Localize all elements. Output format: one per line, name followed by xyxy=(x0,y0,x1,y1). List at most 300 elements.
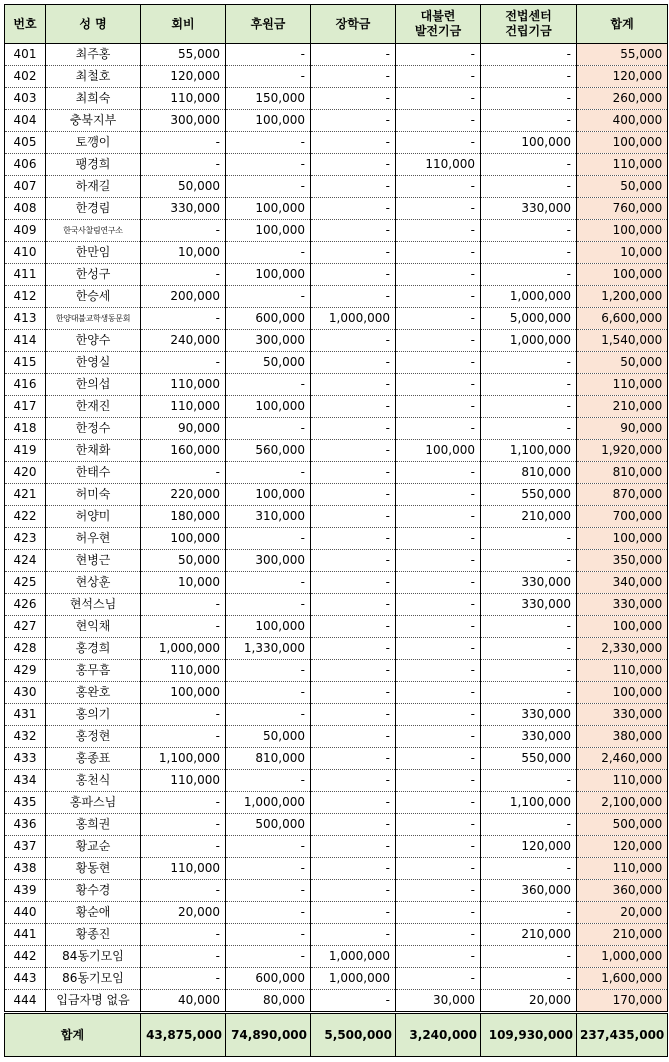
scholarship-cell: - xyxy=(311,704,396,726)
donor-name: 홍천식 xyxy=(46,770,141,792)
development-fund-cell: - xyxy=(396,550,481,572)
total-cell: 1,920,000 xyxy=(577,440,668,462)
development-fund-cell: - xyxy=(396,66,481,88)
table-row xyxy=(5,462,668,484)
donor-name: 팽경희 xyxy=(46,154,141,176)
center-fund-cell: - xyxy=(481,418,577,440)
sponsorship-cell: - xyxy=(226,660,311,682)
development-fund-cell: - xyxy=(396,858,481,880)
header-number: 번호 xyxy=(5,5,46,44)
center-fund-cell: - xyxy=(481,220,577,242)
center-fund-cell: - xyxy=(481,374,577,396)
scholarship-cell: - xyxy=(311,88,396,110)
total-cell: 120,000 xyxy=(577,836,668,858)
development-fund-cell: - xyxy=(396,88,481,110)
scholarship-cell: - xyxy=(311,198,396,220)
row-number: 402 xyxy=(5,66,46,88)
center-fund-cell: - xyxy=(481,264,577,286)
donation-table xyxy=(4,4,668,1057)
scholarship-cell: - xyxy=(311,924,396,946)
development-fund-cell: - xyxy=(396,924,481,946)
center-fund-cell: 1,100,000 xyxy=(481,792,577,814)
dues-cell: - xyxy=(141,616,226,638)
dues-cell: 330,000 xyxy=(141,198,226,220)
scholarship-cell: - xyxy=(311,572,396,594)
table-footer xyxy=(5,1013,668,1057)
total-cell: 110,000 xyxy=(577,660,668,682)
dues-cell: - xyxy=(141,594,226,616)
row-number: 433 xyxy=(5,748,46,770)
dues-cell: 180,000 xyxy=(141,506,226,528)
dues-cell: - xyxy=(141,154,226,176)
table-row xyxy=(5,44,668,66)
header-dues: 회비 xyxy=(141,5,226,44)
total-cell: 20,000 xyxy=(577,902,668,924)
donor-name: 충북지부 xyxy=(46,110,141,132)
donor-name: 홍완호 xyxy=(46,682,141,704)
center-fund-cell: 330,000 xyxy=(481,572,577,594)
header-scholarship: 장학금 xyxy=(311,5,396,44)
dues-cell: 160,000 xyxy=(141,440,226,462)
sponsorship-cell: - xyxy=(226,44,311,66)
dues-cell: - xyxy=(141,462,226,484)
development-fund-cell: - xyxy=(396,198,481,220)
development-fund-cell: 30,000 xyxy=(396,990,481,1013)
development-fund-cell: - xyxy=(396,264,481,286)
donor-name: 황교순 xyxy=(46,836,141,858)
row-number: 418 xyxy=(5,418,46,440)
center-fund-cell: 330,000 xyxy=(481,594,577,616)
sponsorship-cell: 150,000 xyxy=(226,88,311,110)
table-row xyxy=(5,374,668,396)
header-development-fund: 대불련 발전기금 xyxy=(396,5,481,44)
dues-cell: - xyxy=(141,836,226,858)
center-fund-cell: 120,000 xyxy=(481,836,577,858)
donor-name: 홍희권 xyxy=(46,814,141,836)
donor-name: 한양대불교학생동문회 xyxy=(46,308,141,330)
dues-cell: 100,000 xyxy=(141,528,226,550)
development-fund-cell: - xyxy=(396,110,481,132)
sponsorship-cell: 1,000,000 xyxy=(226,792,311,814)
scholarship-cell: - xyxy=(311,418,396,440)
table-row xyxy=(5,242,668,264)
donor-name: 한정수 xyxy=(46,418,141,440)
center-fund-cell: - xyxy=(481,682,577,704)
dues-cell: 50,000 xyxy=(141,550,226,572)
table-row xyxy=(5,660,668,682)
sponsorship-cell: 810,000 xyxy=(226,748,311,770)
row-number: 413 xyxy=(5,308,46,330)
row-number: 429 xyxy=(5,660,46,682)
total-cell: 1,000,000 xyxy=(577,946,668,968)
donor-name: 현익채 xyxy=(46,616,141,638)
donor-name: 황동현 xyxy=(46,858,141,880)
table-row xyxy=(5,198,668,220)
total-cell: 50,000 xyxy=(577,176,668,198)
sponsorship-cell: 310,000 xyxy=(226,506,311,528)
center-fund-cell: - xyxy=(481,242,577,264)
sponsorship-cell: 100,000 xyxy=(226,264,311,286)
center-fund-cell: 550,000 xyxy=(481,484,577,506)
table-row xyxy=(5,330,668,352)
total-cell: 400,000 xyxy=(577,110,668,132)
row-number: 407 xyxy=(5,176,46,198)
total-cell: 2,330,000 xyxy=(577,638,668,660)
donor-name: 최희숙 xyxy=(46,88,141,110)
center-fund-cell: 1,000,000 xyxy=(481,330,577,352)
sponsorship-cell: 600,000 xyxy=(226,968,311,990)
table-row xyxy=(5,924,668,946)
row-number: 411 xyxy=(5,264,46,286)
dues-cell: 220,000 xyxy=(141,484,226,506)
header-total: 합계 xyxy=(577,5,668,44)
development-fund-cell: - xyxy=(396,132,481,154)
table-row xyxy=(5,440,668,462)
sponsorship-cell: 100,000 xyxy=(226,616,311,638)
sponsorship-cell: - xyxy=(226,946,311,968)
row-number: 441 xyxy=(5,924,46,946)
dues-cell: - xyxy=(141,968,226,990)
total-cell: 210,000 xyxy=(577,396,668,418)
scholarship-cell: - xyxy=(311,748,396,770)
dues-cell: 1,000,000 xyxy=(141,638,226,660)
center-fund-cell: 20,000 xyxy=(481,990,577,1013)
row-number: 426 xyxy=(5,594,46,616)
table-row xyxy=(5,726,668,748)
donor-name: 한채화 xyxy=(46,440,141,462)
row-number: 434 xyxy=(5,770,46,792)
development-fund-cell: - xyxy=(396,484,481,506)
total-cell: 260,000 xyxy=(577,88,668,110)
header-name: 성 명 xyxy=(46,5,141,44)
scholarship-cell: - xyxy=(311,550,396,572)
donor-name: 한태수 xyxy=(46,462,141,484)
total-cell: 870,000 xyxy=(577,484,668,506)
total-cell: 330,000 xyxy=(577,594,668,616)
sponsorship-cell: - xyxy=(226,286,311,308)
table-row xyxy=(5,286,668,308)
row-number: 439 xyxy=(5,880,46,902)
donor-name: 홍종표 xyxy=(46,748,141,770)
donor-name: 84동기모임 xyxy=(46,946,141,968)
donor-name: 한양수 xyxy=(46,330,141,352)
development-fund-cell: - xyxy=(396,418,481,440)
sponsorship-cell: 560,000 xyxy=(226,440,311,462)
total-cell: 110,000 xyxy=(577,374,668,396)
row-number: 435 xyxy=(5,792,46,814)
development-fund-cell: 110,000 xyxy=(396,154,481,176)
table-row xyxy=(5,682,668,704)
scholarship-cell: - xyxy=(311,594,396,616)
row-number: 424 xyxy=(5,550,46,572)
center-fund-cell: - xyxy=(481,946,577,968)
development-fund-cell: - xyxy=(396,726,481,748)
row-number: 430 xyxy=(5,682,46,704)
donor-name: 한성구 xyxy=(46,264,141,286)
center-fund-cell: - xyxy=(481,550,577,572)
totals-row xyxy=(5,1013,668,1057)
dues-cell: 120,000 xyxy=(141,66,226,88)
donor-name: 황순애 xyxy=(46,902,141,924)
dues-cell: 40,000 xyxy=(141,990,226,1013)
donor-name: 홍무흠 xyxy=(46,660,141,682)
table-row xyxy=(5,968,668,990)
center-fund-cell: - xyxy=(481,770,577,792)
dues-cell: 110,000 xyxy=(141,88,226,110)
row-number: 432 xyxy=(5,726,46,748)
table-row xyxy=(5,132,668,154)
development-fund-cell: - xyxy=(396,880,481,902)
row-number: 410 xyxy=(5,242,46,264)
dues-cell: - xyxy=(141,132,226,154)
total-cell: 100,000 xyxy=(577,132,668,154)
table-row xyxy=(5,858,668,880)
center-fund-cell: 1,100,000 xyxy=(481,440,577,462)
center-fund-cell: - xyxy=(481,616,577,638)
table-row xyxy=(5,792,668,814)
development-fund-cell: - xyxy=(396,220,481,242)
dues-cell: 110,000 xyxy=(141,770,226,792)
total-development-fund: 3,240,000 xyxy=(396,1013,481,1057)
row-number: 437 xyxy=(5,836,46,858)
total-cell: 350,000 xyxy=(577,550,668,572)
development-fund-cell: - xyxy=(396,44,481,66)
scholarship-cell: - xyxy=(311,638,396,660)
center-fund-cell: - xyxy=(481,968,577,990)
table-row xyxy=(5,572,668,594)
donor-name: 최주홍 xyxy=(46,44,141,66)
center-fund-cell: 330,000 xyxy=(481,198,577,220)
total-cell: 330,000 xyxy=(577,704,668,726)
dues-cell: 110,000 xyxy=(141,374,226,396)
center-fund-cell: - xyxy=(481,638,577,660)
table-row xyxy=(5,814,668,836)
dues-cell: - xyxy=(141,880,226,902)
row-number: 408 xyxy=(5,198,46,220)
scholarship-cell: - xyxy=(311,660,396,682)
row-number: 416 xyxy=(5,374,46,396)
table-row xyxy=(5,880,668,902)
donor-name: 한만임 xyxy=(46,242,141,264)
sponsorship-cell: - xyxy=(226,528,311,550)
table-row xyxy=(5,990,668,1013)
row-number: 443 xyxy=(5,968,46,990)
sponsorship-cell: - xyxy=(226,154,311,176)
sponsorship-cell: - xyxy=(226,902,311,924)
total-cell: 110,000 xyxy=(577,858,668,880)
row-number: 414 xyxy=(5,330,46,352)
total-cell: 340,000 xyxy=(577,572,668,594)
scholarship-cell: - xyxy=(311,44,396,66)
table-row xyxy=(5,748,668,770)
donor-name: 홍정현 xyxy=(46,726,141,748)
table-row xyxy=(5,396,668,418)
scholarship-cell: - xyxy=(311,352,396,374)
row-number: 406 xyxy=(5,154,46,176)
dues-cell: 10,000 xyxy=(141,242,226,264)
scholarship-cell: - xyxy=(311,264,396,286)
total-dues: 43,875,000 xyxy=(141,1013,226,1057)
table-row xyxy=(5,88,668,110)
total-center-fund: 109,930,000 xyxy=(481,1013,577,1057)
dues-cell: - xyxy=(141,264,226,286)
table-row xyxy=(5,902,668,924)
development-fund-cell: - xyxy=(396,374,481,396)
total-cell: 170,000 xyxy=(577,990,668,1013)
development-fund-cell: - xyxy=(396,594,481,616)
total-cell: 760,000 xyxy=(577,198,668,220)
total-cell: 55,000 xyxy=(577,44,668,66)
row-number: 415 xyxy=(5,352,46,374)
scholarship-cell: - xyxy=(311,462,396,484)
donation-sheet xyxy=(4,4,668,1057)
center-fund-cell: - xyxy=(481,528,577,550)
sponsorship-cell: - xyxy=(226,462,311,484)
development-fund-cell: - xyxy=(396,506,481,528)
donor-name: 한의섭 xyxy=(46,374,141,396)
development-fund-cell: - xyxy=(396,836,481,858)
development-fund-cell: - xyxy=(396,330,481,352)
total-cell: 90,000 xyxy=(577,418,668,440)
center-fund-cell: 100,000 xyxy=(481,132,577,154)
development-fund-cell: - xyxy=(396,616,481,638)
scholarship-cell: - xyxy=(311,154,396,176)
total-cell: 110,000 xyxy=(577,154,668,176)
center-fund-cell: 330,000 xyxy=(481,704,577,726)
row-number: 423 xyxy=(5,528,46,550)
dues-cell: - xyxy=(141,814,226,836)
table-row xyxy=(5,352,668,374)
dues-cell: - xyxy=(141,924,226,946)
dues-cell: 50,000 xyxy=(141,176,226,198)
total-cell: 100,000 xyxy=(577,616,668,638)
sponsorship-cell: 100,000 xyxy=(226,198,311,220)
donor-name: 한국사찰림연구소 xyxy=(46,220,141,242)
center-fund-cell: 550,000 xyxy=(481,748,577,770)
development-fund-cell: - xyxy=(396,462,481,484)
center-fund-cell: - xyxy=(481,352,577,374)
table-row xyxy=(5,506,668,528)
sponsorship-cell: - xyxy=(226,572,311,594)
scholarship-cell: - xyxy=(311,880,396,902)
dues-cell: - xyxy=(141,704,226,726)
sponsorship-cell: 100,000 xyxy=(226,396,311,418)
total-cell: 50,000 xyxy=(577,352,668,374)
sponsorship-cell: 300,000 xyxy=(226,330,311,352)
development-fund-cell: 100,000 xyxy=(396,440,481,462)
grand-total: 237,435,000 xyxy=(577,1013,668,1057)
development-fund-cell: - xyxy=(396,704,481,726)
sponsorship-cell: - xyxy=(226,132,311,154)
sponsorship-cell: - xyxy=(226,418,311,440)
development-fund-cell: - xyxy=(396,528,481,550)
scholarship-cell: - xyxy=(311,616,396,638)
dues-cell: - xyxy=(141,726,226,748)
table-row xyxy=(5,308,668,330)
total-cell: 100,000 xyxy=(577,528,668,550)
header-sponsorship: 후원금 xyxy=(226,5,311,44)
development-fund-cell: - xyxy=(396,286,481,308)
center-fund-cell: 360,000 xyxy=(481,880,577,902)
dues-cell: 90,000 xyxy=(141,418,226,440)
sponsorship-cell: - xyxy=(226,770,311,792)
scholarship-cell: - xyxy=(311,770,396,792)
dues-cell: 110,000 xyxy=(141,660,226,682)
donor-name: 한승세 xyxy=(46,286,141,308)
sponsorship-cell: - xyxy=(226,836,311,858)
row-number: 422 xyxy=(5,506,46,528)
donor-name: 황수경 xyxy=(46,880,141,902)
total-cell: 360,000 xyxy=(577,880,668,902)
development-fund-cell: - xyxy=(396,176,481,198)
center-fund-cell: - xyxy=(481,858,577,880)
scholarship-cell: - xyxy=(311,836,396,858)
center-fund-cell: 330,000 xyxy=(481,726,577,748)
row-number: 421 xyxy=(5,484,46,506)
donor-name: 홍경희 xyxy=(46,638,141,660)
table-body xyxy=(5,44,668,1013)
center-fund-cell: 210,000 xyxy=(481,506,577,528)
total-scholarship: 5,500,000 xyxy=(311,1013,396,1057)
scholarship-cell: - xyxy=(311,682,396,704)
development-fund-cell: - xyxy=(396,572,481,594)
sponsorship-cell: - xyxy=(226,66,311,88)
donor-name: 홍의기 xyxy=(46,704,141,726)
total-sponsorship: 74,890,000 xyxy=(226,1013,311,1057)
row-number: 403 xyxy=(5,88,46,110)
center-fund-cell: - xyxy=(481,154,577,176)
scholarship-cell: - xyxy=(311,814,396,836)
total-cell: 100,000 xyxy=(577,264,668,286)
development-fund-cell: - xyxy=(396,902,481,924)
donor-name: 하재길 xyxy=(46,176,141,198)
row-number: 420 xyxy=(5,462,46,484)
row-number: 409 xyxy=(5,220,46,242)
donor-name: 입금자명 없음 xyxy=(46,990,141,1013)
center-fund-cell: 210,000 xyxy=(481,924,577,946)
dues-cell: - xyxy=(141,352,226,374)
table-row xyxy=(5,616,668,638)
table-row xyxy=(5,946,668,968)
scholarship-cell: - xyxy=(311,286,396,308)
row-number: 444 xyxy=(5,990,46,1013)
scholarship-cell: - xyxy=(311,440,396,462)
dues-cell: - xyxy=(141,308,226,330)
sponsorship-cell: 100,000 xyxy=(226,110,311,132)
donor-name: 토깽이 xyxy=(46,132,141,154)
total-cell: 2,100,000 xyxy=(577,792,668,814)
scholarship-cell: - xyxy=(311,110,396,132)
total-cell: 2,460,000 xyxy=(577,748,668,770)
sponsorship-cell: 100,000 xyxy=(226,484,311,506)
donor-name: 현병근 xyxy=(46,550,141,572)
dues-cell: 20,000 xyxy=(141,902,226,924)
center-fund-cell: - xyxy=(481,66,577,88)
total-cell: 110,000 xyxy=(577,770,668,792)
sponsorship-cell: 1,330,000 xyxy=(226,638,311,660)
development-fund-cell: - xyxy=(396,946,481,968)
development-fund-cell: - xyxy=(396,792,481,814)
sponsorship-cell: 50,000 xyxy=(226,726,311,748)
sponsorship-cell: - xyxy=(226,594,311,616)
row-number: 417 xyxy=(5,396,46,418)
sponsorship-cell: - xyxy=(226,858,311,880)
sponsorship-cell: 300,000 xyxy=(226,550,311,572)
row-number: 401 xyxy=(5,44,46,66)
scholarship-cell: - xyxy=(311,220,396,242)
sponsorship-cell: - xyxy=(226,924,311,946)
table-row xyxy=(5,528,668,550)
